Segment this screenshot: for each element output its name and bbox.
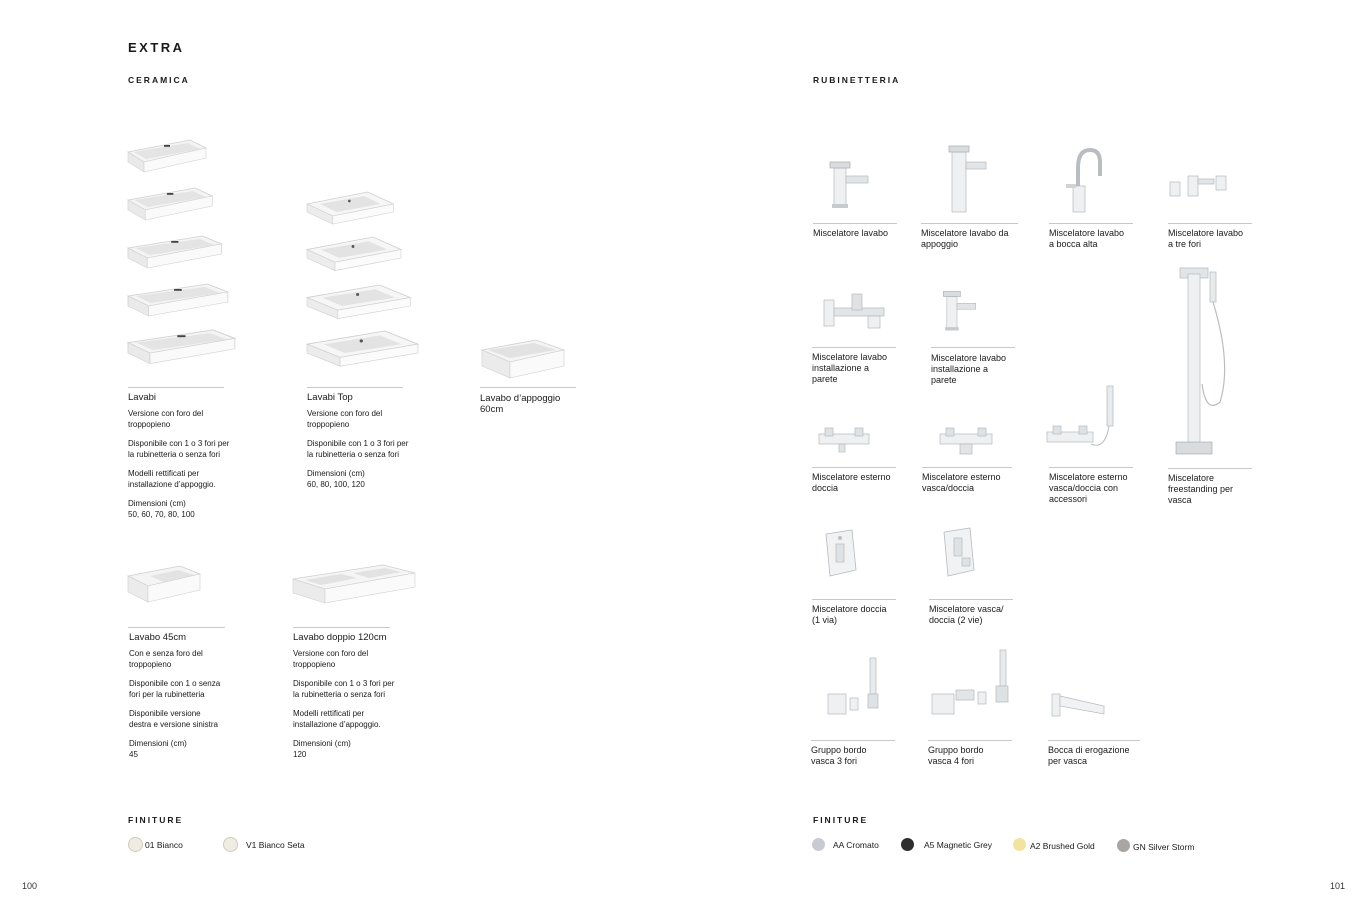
finish-swatch-cromato [812, 838, 825, 851]
faucet-label: Miscelatore lavabo installazione a parete [812, 352, 888, 384]
faucet-label: Miscelatore lavabo da appoggio [921, 228, 1009, 249]
bath-shower-mixer-icon [936, 424, 996, 458]
finish-swatch-silver-storm [1117, 839, 1130, 852]
product-dimensions: Dimensioni (cm) 60, 80, 100, 120 [307, 469, 365, 489]
product-dimensions: Dimensioni (cm) 45 [129, 739, 187, 759]
basin-60-image [128, 188, 214, 224]
page-number-left: 100 [22, 881, 38, 891]
product-lavabo-doppio [293, 632, 413, 769]
product-lavabi-top [307, 392, 427, 499]
double-basin-image [293, 565, 417, 607]
product-dimensions: Dimensioni (cm) 120 [293, 739, 351, 759]
concealed-bath-shower-mixer-icon [940, 528, 980, 580]
product-note: Disponibile con 1 o 3 fori per la rubinetteria o senza fori [293, 679, 395, 699]
faucet-label: Miscelatore lavabo [813, 228, 889, 238]
tall-basin-mixer-icon [946, 146, 992, 214]
bidet-mixer-icon [940, 288, 986, 334]
page-number-right: 101 [1330, 881, 1346, 891]
high-spout-mixer-icon [1064, 146, 1104, 214]
freestanding-bath-mixer-icon [1176, 264, 1236, 460]
faucet-label: Miscelatore esterno vasca/doccia [922, 472, 1001, 493]
section-heading-ceramica: CERAMICA [128, 75, 190, 85]
concealed-shower-mixer-icon [822, 530, 862, 580]
top-basin-60-image [307, 192, 397, 228]
shower-mixer-icon [815, 426, 873, 456]
faucet-label: Miscelatore lavabo a tre fori [1168, 228, 1244, 249]
faucet-label: Gruppo bordo vasca 4 fori [928, 745, 984, 766]
section-heading-finiture: FINITURE [813, 815, 869, 825]
product-note: Versione con foro del troppopieno [293, 649, 369, 669]
basin-50-image [128, 140, 208, 176]
product-note: Disponibile con 1 o 3 fori per la rubinetteria o senza fori [307, 439, 409, 459]
finish-label: AA Cromato [833, 840, 879, 850]
three-hole-mixer-icon [1168, 170, 1232, 200]
vessel-basin-image [482, 340, 566, 382]
faucet-label: Miscelatore esterno vasca/doccia con accessori [1049, 472, 1128, 504]
faucet-label: Miscelatore freestanding per vasca [1168, 473, 1234, 505]
product-name: Lavabi Top [307, 392, 353, 403]
product-note: Disponibile versione destra e versione sinistra [129, 709, 218, 729]
top-basin-100-image [307, 285, 413, 323]
faucet-label: Miscelatore doccia (1 via) [812, 604, 887, 625]
finish-swatch-brushed-gold [1013, 838, 1026, 851]
product-lavabo-45 [129, 632, 249, 769]
finish-swatch-bianco-seta [223, 837, 238, 852]
product-note: Con e senza foro del troppopieno [129, 649, 203, 669]
finish-label: A2 Brushed Gold [1030, 841, 1095, 851]
basin-80-image [128, 284, 230, 320]
top-basin-120-image [307, 331, 421, 371]
product-lavabo-appoggio: Lavabo d’appoggio 60cm [480, 393, 561, 415]
faucet-label: Miscelatore lavabo a bocca alta [1049, 228, 1125, 249]
product-name: Lavabo doppio 120cm [293, 632, 387, 643]
finish-swatch-bianco [128, 837, 143, 852]
faucet-label: Miscelatore esterno doccia [812, 472, 891, 493]
wall-basin-mixer-icon [822, 292, 888, 332]
product-note: Versione con foro del troppopieno [307, 409, 383, 429]
section-heading-finiture: FINITURE [128, 815, 184, 825]
product-name: Lavabo 45cm [129, 632, 187, 643]
faucet-label: Gruppo bordo vasca 3 fori [811, 745, 867, 766]
product-dimensions: Dimensioni (cm) 50, 60, 70, 80, 100 [128, 499, 195, 519]
top-basin-80-image [307, 237, 403, 275]
product-note: Disponibile con 1 o 3 fori per la rubinetteria o senza fori [128, 439, 230, 459]
bath-spout-icon [1050, 690, 1108, 720]
product-note: Versione con foro del troppopieno [128, 409, 204, 429]
basin-45-image [128, 566, 202, 606]
finish-label: GN Silver Storm [1133, 842, 1195, 852]
bath-rim-4-hole-icon [930, 648, 1010, 718]
section-heading-rubinetteria: RUBINETTERIA [813, 75, 901, 85]
product-note: Disponibile con 1 o senza fori per la rubinetteria [129, 679, 221, 699]
product-note: Modelli rettificati per installazione d’appoggio. [293, 709, 381, 729]
faucet-label: Miscelatore lavabo installazione a parete [931, 353, 1007, 385]
basin-100-image [128, 330, 238, 370]
bath-rim-3-hole-icon [824, 656, 882, 718]
basin-mixer-icon [826, 158, 880, 214]
faucet-label: Bocca di erogazione per vasca [1048, 745, 1130, 766]
product-name: Lavabi [128, 392, 156, 403]
basin-70-image [128, 236, 224, 272]
faucet-label: Miscelatore vasca/ doccia (2 vie) [929, 604, 1004, 625]
product-note: Modelli rettificati per installazione d’appoggio. [128, 469, 216, 489]
page-title: EXTRA [128, 40, 185, 55]
bath-shower-kit-icon [1045, 384, 1119, 456]
finish-label: V1 Bianco Seta [246, 840, 305, 850]
product-lavabi [128, 392, 248, 529]
finish-swatch-magnetic-grey [901, 838, 914, 851]
finish-label: A5 Magnetic Grey [924, 840, 993, 850]
finish-label: 01 Bianco [145, 840, 183, 850]
